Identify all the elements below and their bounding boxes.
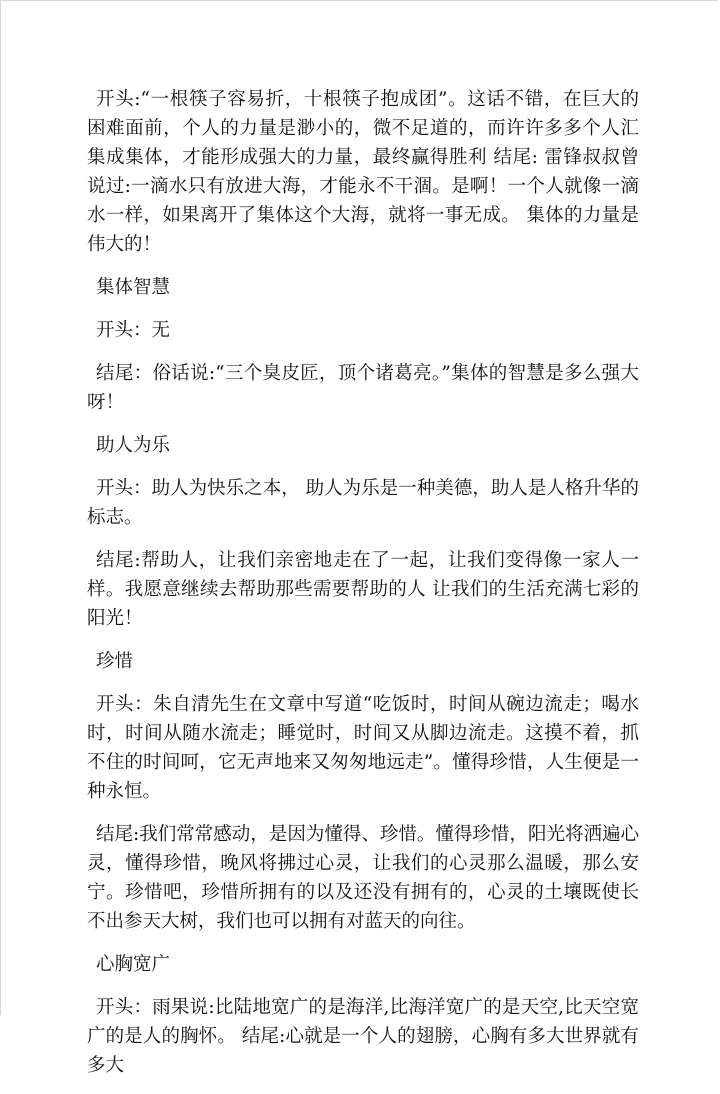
paragraph-opening: 开头：朱自清先生在文章中写道“吃饭时，时间从碗边流走；喝水时，时间从随水流走；睡觉时，时间又从脚边流走。这摸不着，抓不住的时间呵，它无声地来又匆匆地远走”。懂得珍惜，人生便是一种永恒。 — [87, 694, 639, 802]
section-heading-broad-mind: 心胸宽广 — [96, 954, 171, 975]
paragraph-opening: 开头：无 — [96, 320, 171, 341]
paragraph-opening-ending: 开头：雨果说:比陆地宽广的是海洋,比海洋宽广的是天空,比天空宽广的是人的胸怀。 结尾:心就是一个人的翅膀，心胸有多大世界就有多大 — [87, 997, 639, 1076]
paragraph-ending: 结尾:帮助人，让我们亲密地走在了一起，让我们变得像一家人一样。我愿意继续去帮助那些需要帮助的人 让我们的生活充满七彩的阳光！ — [87, 550, 639, 629]
paragraph-opening: 开头：助人为快乐之本， 助人为乐是一种美德，助人是人格升华的标志。 — [87, 478, 639, 528]
document-body — [87, 85, 639, 1094]
section-heading-cherish: 珍惜 — [96, 651, 134, 672]
section-heading-helping-others: 助人为乐 — [96, 435, 171, 456]
paragraph-intro: 开头:“一根筷子容易折，十根筷子抱成团”。这话不错，在巨大的困难面前，个人的力量是渺小的，微不足道的，而许许多多个人汇集成集体，才能形成强大的力量，最终赢得胜利 结尾: 雷锋叔叔曾说过:一滴水只有放进大海，才能永不干涸。是啊！一个人就像一滴水一样，如果离开了集体这个大海，就将一事无成。 集体的力量是伟大的！ — [87, 89, 639, 255]
paragraph-ending: 结尾:我们常常感动，是因为懂得、珍惜。懂得珍惜，阳光将洒遍心灵，懂得珍惜，晚风将拂过心灵，让我们的心灵那么温暖，那么安宁。珍惜吧，珍惜所拥有的以及还没有拥有的，心灵的土壤既使长不出参天大树，我们也可以拥有对蓝天的向往。 — [87, 824, 639, 932]
section-heading-collective-wisdom: 集体智慧 — [96, 277, 171, 298]
paragraph-ending: 结尾：俗话说:“三个臭皮匠，顶个诸葛亮。”集体的智慧是多么强大呀！ — [87, 363, 639, 413]
